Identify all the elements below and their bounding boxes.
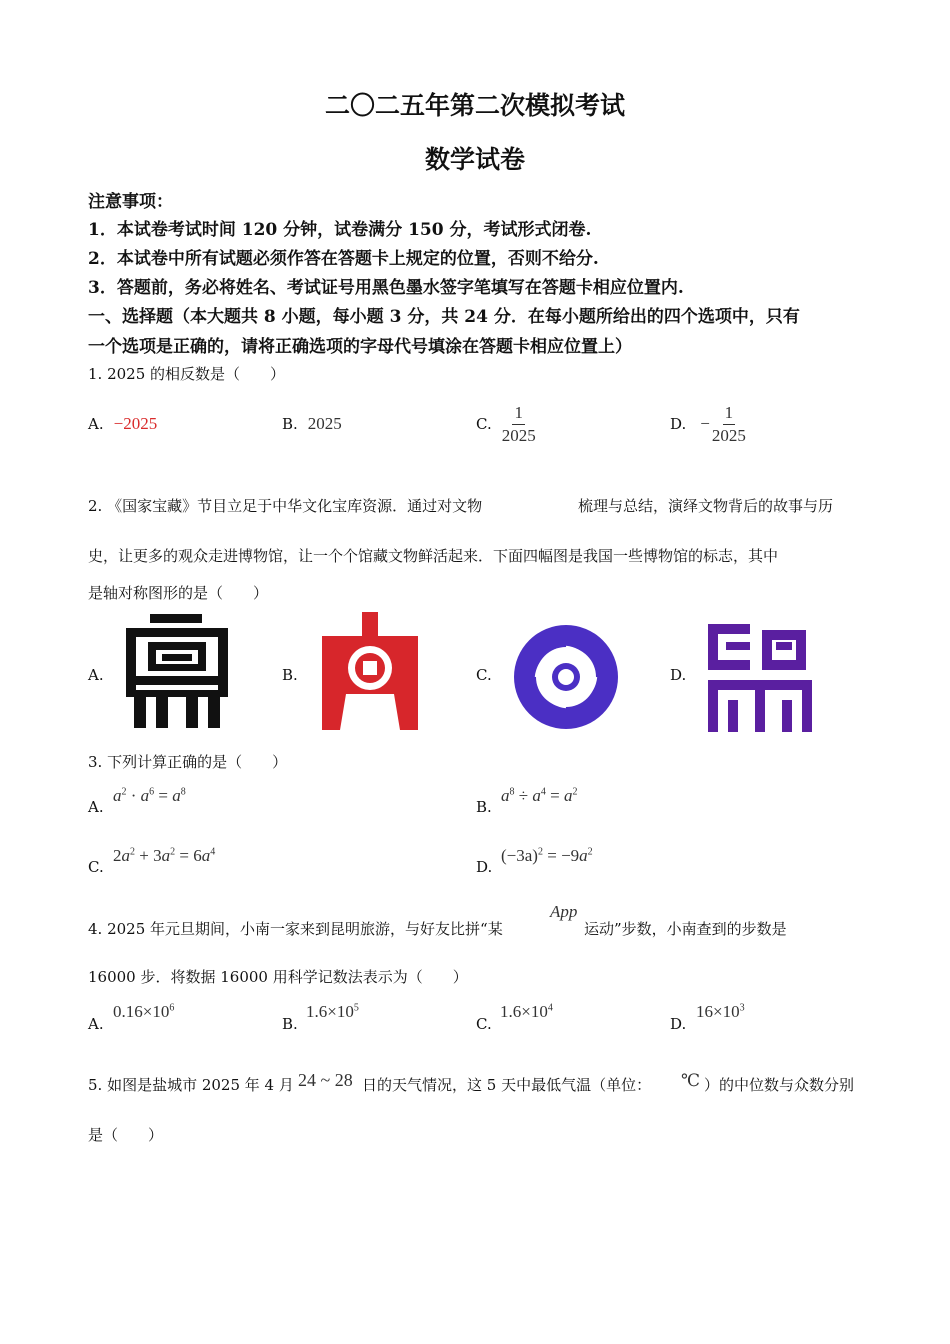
q2-line1b: 梳理与总结，演绎文物背后的故事与历: [578, 497, 834, 515]
q3-stem: 3. 下列计算正确的是（ ）: [88, 753, 288, 771]
q3-a-label: A.: [88, 798, 104, 816]
q3-d-label: D.: [476, 858, 493, 876]
option-label: D.: [670, 415, 687, 433]
q3-d-expression: $(-3a)^2 = -9a^2$: [501, 846, 593, 865]
mantissa: 1.6×10: [306, 1002, 354, 1021]
mantissa: 1.6×10: [500, 1002, 548, 1021]
q2-d-label: D.: [670, 666, 687, 684]
option-label: B.: [282, 415, 298, 433]
q5-line1a: 5. 如图是盐城市 2025 年 4 月: [88, 1076, 294, 1094]
notice-item-2: 2．本试卷中所有试题必须作答在答题卡上规定的位置，否则不给分.: [88, 249, 599, 269]
q2-line1a: 2. 《国家宝藏》节目立足于中华文化宝库资源．通过对文物: [88, 497, 483, 515]
notice-item-3: 3．答题前，务必将姓名、考试证号用黑色墨水签字笔填写在答题卡相应位置内.: [88, 278, 684, 298]
notice-item-1: 1．本试卷考试时间 120 分钟，试卷满分 150 分，考试形式闭卷.: [88, 220, 592, 240]
rhs: −9: [561, 846, 580, 865]
q1-option-c: [476, 396, 536, 452]
page-title: 二〇二五年第二次模拟考试: [324, 91, 625, 120]
q4-b-value: [306, 1002, 359, 1022]
exponent: 4: [547, 1002, 553, 1014]
minus-sign: −: [700, 414, 710, 433]
notice-heading: 注意事项：: [88, 192, 173, 212]
mantissa: 16×10: [696, 1002, 740, 1021]
section-instruction-line1: 一、选择题（本大题共 8 小题，每小题 3 分，共 24 分．在每小题所给出的四个选项中，只有: [88, 307, 800, 327]
q5-line1c: ）的中位数与众数分别: [704, 1076, 855, 1094]
q1-option-b: [282, 398, 342, 450]
q2-line3: 是轴对称图形的是（ ）: [88, 584, 269, 602]
page-subtitle: 数学试卷: [424, 145, 525, 174]
q1-d-fraction: [712, 402, 746, 447]
q4-app: App: [550, 902, 578, 921]
q5-unit: ℃: [681, 1071, 701, 1090]
q4-b-label: B.: [282, 1015, 298, 1033]
q4-line2: 16000 步．将数据 16000 用科学记数法表示为（ ）: [88, 968, 468, 986]
q4-c-value: [500, 1002, 553, 1022]
section-instruction-line2: 一个选项是正确的，请将正确选项的字母代号填涂在答题卡相应位置上）: [88, 337, 632, 357]
q2-c-label: C.: [476, 666, 492, 684]
exponent: 5: [353, 1002, 359, 1014]
q3-c-label: C.: [88, 858, 104, 876]
denominator: 2025: [711, 425, 746, 445]
numerator: 1: [512, 402, 525, 425]
q5-line2: 是（ ）: [88, 1126, 164, 1144]
q4-line1a: 4. 2025 年元旦期间，小南一家来到昆明旅游，与好友比拼“某: [88, 920, 503, 938]
q4-line1b: 运动”步数，小南查到的步数是: [584, 920, 787, 938]
q3-b-label: B.: [476, 798, 492, 816]
q2-line2: 史，让更多的观众走进博物馆，让一个个馆藏文物鲜活起来．下面四幅图是我国一些博物馆的标志，其中: [88, 547, 779, 565]
q1-b-value: 2025: [307, 414, 342, 433]
coef: 3: [153, 846, 162, 865]
exponent: 3: [739, 1002, 745, 1014]
option-label: A.: [88, 415, 104, 433]
q3-c-expression: $2a^2 + 3a^2 = 6a^4$: [113, 846, 216, 865]
q4-a-label: A.: [88, 1015, 104, 1033]
coef: 6: [193, 846, 202, 865]
q2-b-label: B.: [282, 666, 298, 684]
q2-a-label: A.: [88, 666, 104, 684]
q4-d-value: [696, 1002, 745, 1022]
museum-logo-c: [514, 625, 618, 729]
q1-stem: 1. 2025 的相反数是（ ）: [88, 365, 286, 383]
q1-a-value: −2025: [113, 414, 158, 433]
q1-option-d: [670, 396, 746, 452]
q4-d-label: D.: [670, 1015, 687, 1033]
museum-logo-a: [126, 614, 228, 728]
option-label: C.: [476, 415, 492, 433]
exponent: 6: [169, 1002, 175, 1014]
q5-date-range: 24 ~ 28: [298, 1070, 353, 1090]
q1-option-a: [88, 398, 157, 450]
q3-b-expression: $a^8 \div a^4 = a^2$: [501, 786, 578, 805]
coef: 2: [113, 846, 122, 865]
numerator: 1: [723, 402, 736, 425]
museum-logo-d: [708, 624, 812, 732]
q4-a-value: [113, 1002, 174, 1022]
q3-a-expression: $a^2 \cdot a^6 = a^8$: [113, 786, 186, 805]
q4-c-label: C.: [476, 1015, 492, 1033]
museum-logo-b: [318, 612, 422, 730]
q1-c-fraction: [502, 402, 536, 447]
base: (−3a): [501, 846, 538, 865]
denominator: 2025: [501, 425, 536, 445]
mantissa: 0.16×10: [113, 1002, 170, 1021]
q5-line1b: 日的天气情况，这 5 天中最低气温（单位：: [362, 1076, 652, 1094]
